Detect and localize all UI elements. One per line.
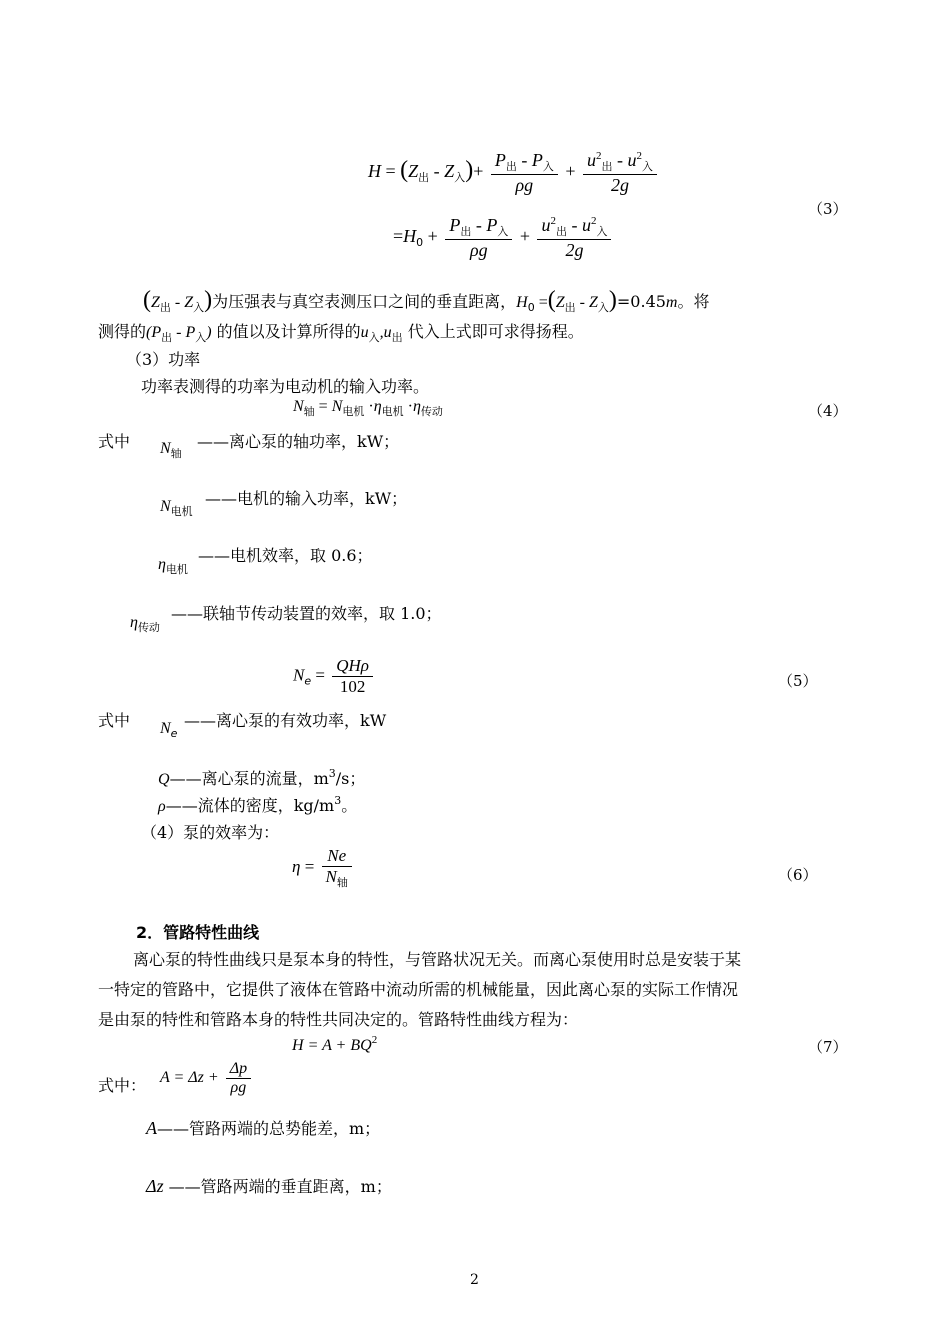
- def4-symbol: $\eta_{传动}$: [130, 614, 160, 634]
- eq3-line2: $=H_0$ + $\frac{P_出 - P_入}{\rho g}$ + $\frac{u^2_出 - u^2_入}{2g}$: [393, 215, 614, 261]
- page-number: 2: [470, 1272, 479, 1288]
- eq5-number: （5）: [778, 672, 818, 690]
- def5-symbol: $N_e$: [160, 720, 178, 740]
- A-definition: A = Δz + $\frac{\Delta p}{\rho g}$: [160, 1060, 254, 1097]
- def3-symbol: $\eta_{电机}$: [158, 556, 188, 576]
- eq7: $H = A + BQ^2$: [292, 1034, 378, 1054]
- eq5: $N_e$ = $\frac{\text{QHρ}}{102}$: [293, 656, 376, 697]
- para1-line2: 测得的$(P_出 - P_入)$ 的值以及计算所得的$u_入,u_出$ 代入上式即可求得扬程。: [98, 322, 584, 344]
- def7: ρ——流体的密度，$kg/m^3$。: [158, 794, 358, 815]
- sec2-para-line1: 离心泵的特性曲线只是泵本身的特性，与管路状况无关。而离心泵使用时总是安装于某: [133, 950, 742, 969]
- def2-symbol: $N_{电机}$: [160, 498, 193, 518]
- defA: A——管路两端的总势能差，m；: [146, 1118, 381, 1138]
- def2-text: ——电机的输入功率，kW；: [205, 489, 408, 508]
- eq4: $N_轴 = N_{电机} \cdot\eta_{电机} \cdot\eta_{传动}$: [293, 398, 443, 418]
- defdz: Δz ——管路两端的垂直距离，m；: [146, 1176, 392, 1196]
- eq3-pressure-fraction: $\frac{P_出 - P_入}{\rho g}$: [491, 150, 558, 196]
- def1-symbol: $N_轴$: [160, 440, 182, 460]
- eq3-velocity-fraction-2: $\frac{u^2_出 - u^2_入}{2g}$: [537, 215, 611, 261]
- def6: Q——离心泵的流量，$m^3/s$；: [158, 767, 366, 788]
- def1-text: ——离心泵的轴功率，kW；: [197, 432, 400, 451]
- def4-text: ——联轴节传动装置的效率，取 1.0；: [171, 604, 442, 623]
- eq6-number: （6）: [778, 866, 818, 884]
- sec2-para-line2: 一特定的管路中，它提供了液体在管路中流动所需的机械能量，因此离心泵的实际工作情况: [98, 980, 739, 999]
- eq7-number: （7）: [808, 1038, 848, 1056]
- eq4-number: （4）: [808, 402, 848, 420]
- eq3-velocity-fraction: $\frac{u^2_出 - u^2_入}{2g}$: [583, 150, 657, 196]
- sec3-intro: 功率表测得的功率为电动机的输入功率。: [141, 377, 430, 396]
- eq3-pressure-fraction-2: $\frac{P_出 - P_入}{\rho g}$: [445, 215, 512, 261]
- def3-text: ——电机效率，取 0.6；: [198, 546, 373, 565]
- eq3-number: （3）: [808, 200, 848, 218]
- sec2-para-line3: 是由泵的特性和管路本身的特性共同决定的。管路特性曲线方程为：: [98, 1010, 579, 1029]
- sec2-heading: 2．管路特性曲线: [136, 923, 260, 942]
- where-label-3: 式中：: [98, 1076, 147, 1095]
- where-label-2: 式中: [98, 711, 131, 730]
- eq3-line1: $H = (Z_出 - Z_入)+$ $\frac{P_出 - P_入}{\rho g}$ + $\frac{u^2_出 - u^2_入}{2g}$: [368, 150, 660, 196]
- sec3-heading: （3）功率: [126, 350, 201, 369]
- sec4-heading: （4）泵的效率为：: [141, 823, 280, 842]
- para1-line1: $(Z_出 - Z_入)$为压强表与真空表测压口之间的垂直距离，$H_0 =(Z_出 - Z_入)=0.45m$。将: [143, 287, 710, 314]
- where-label-1: 式中: [98, 432, 131, 451]
- eq6: η = $\frac{Ne}{N_轴}$: [292, 846, 355, 890]
- def5-text: ——离心泵的有效功率，kW: [184, 711, 387, 730]
